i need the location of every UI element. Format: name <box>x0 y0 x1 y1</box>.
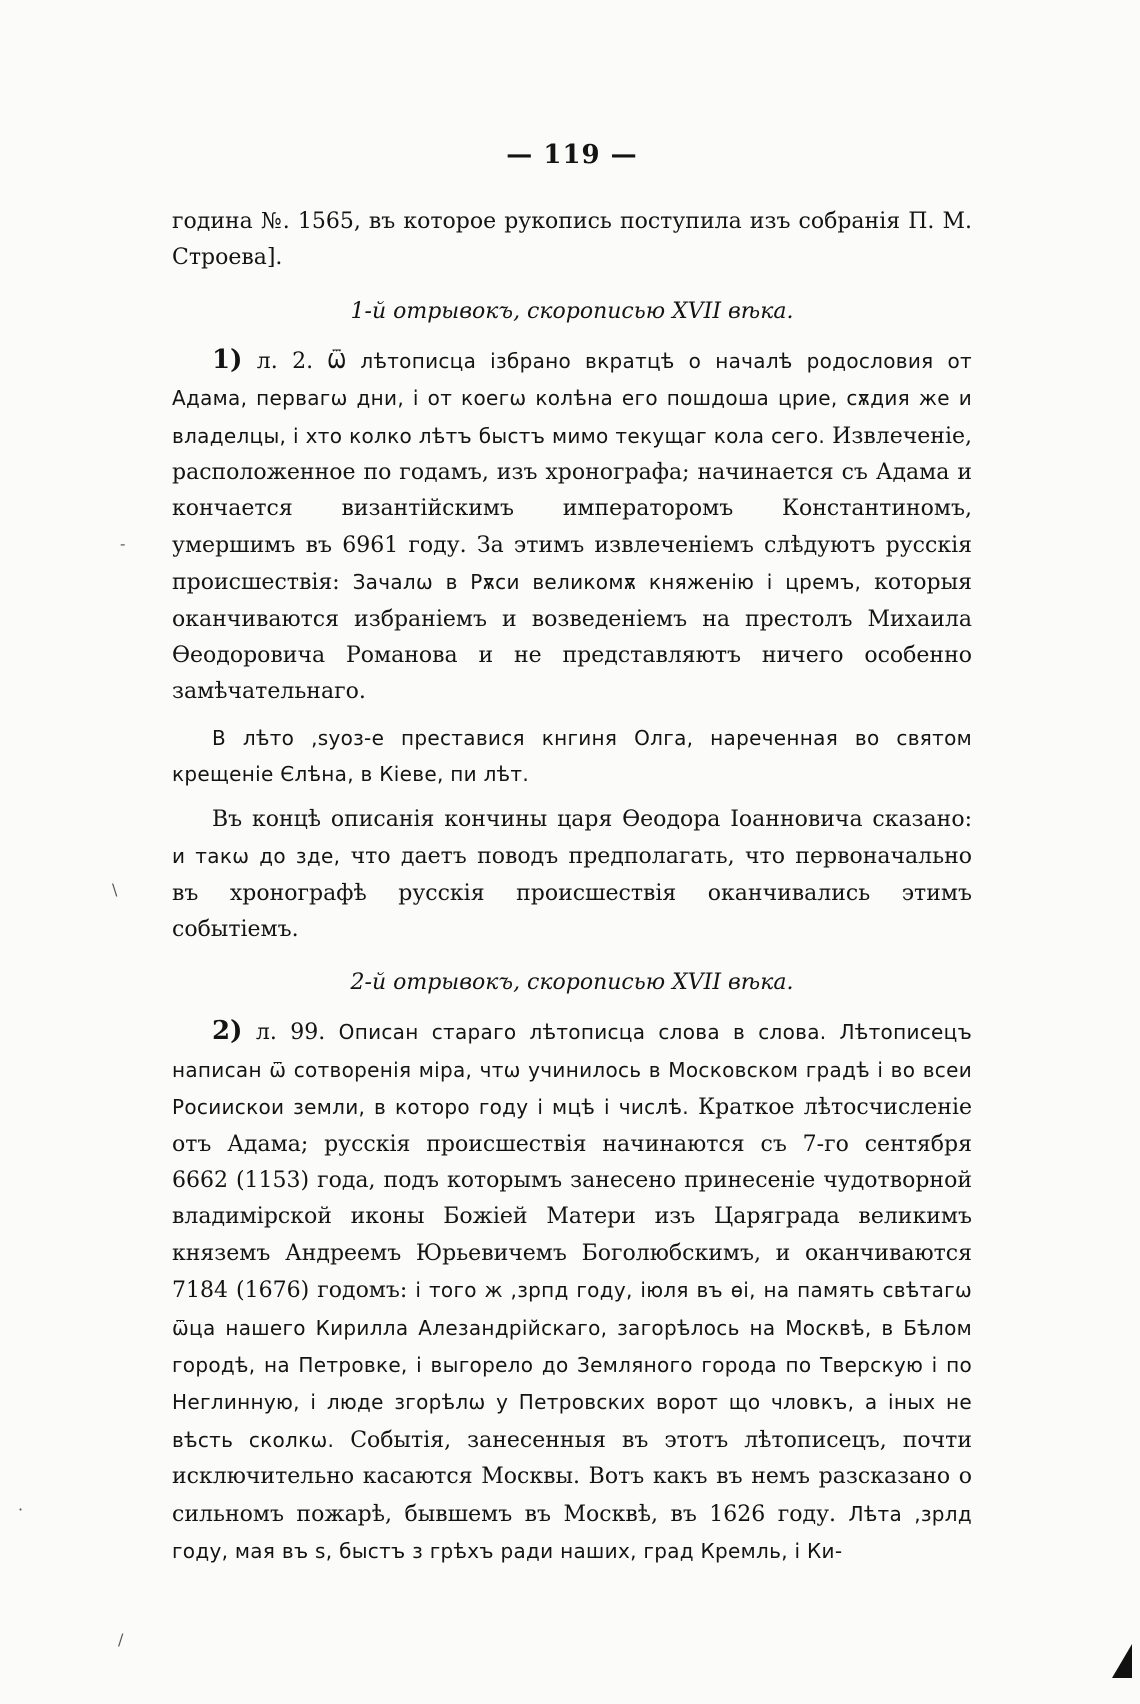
scan-speck: - <box>120 534 126 553</box>
section-2-folio-ref: л. 99. <box>242 1020 339 1046</box>
section-1-old-slavonic-quote: Зачалѡ в Рѫси великомѫ княженію і цремъ, <box>352 570 862 595</box>
section-1-paragraph-3 <box>172 802 972 949</box>
section-2-marker: 2) <box>212 1016 243 1047</box>
section-2-description: Краткое лѣтосчисленіе отъ Адама; русскія происшествія начинаются съ 7-го сентября 6662 (1153) года, подъ которымъ занесено принесеніе чудотворной владимірской иконы Божіей Матери изъ Царяграда великимъ княземъ Андреемъ Юрьевичемъ Боголюбскимъ, и оканчиваются 7184 (1676) годомъ: <box>172 1095 972 1304</box>
section-1-quote-olga: В лѣто ,ѕуоз-е преставися кнгиня Олга, нареченная во святом крещеніе Єлѣна, в Кіеве, пи лѣт. <box>172 725 972 787</box>
scan-speck: \ <box>112 880 118 899</box>
section-2-old-slavonic-quote: і того ж ,зрпд году, іюля въ ѳі, на память свѣтагѡ ѿца нашего Кирилла Алезандрійскаго, загорѣлось на Москвѣ, в Бѣлом городѣ, на Петровке, і выгорело до Земляного города по Тверскую і по Неглинную, і люде згорѣлѡ у Петровских ворот що чловкъ, а іных не вѣсть сколкѡ. <box>172 1278 972 1452</box>
section-2-heading: 2-й отрывокъ, скорописью XVII вѣка. <box>350 970 794 996</box>
scan-corner-mark <box>1112 1644 1132 1678</box>
section-1-description-end: которыя оканчиваются избраніемъ и возведеніемъ на престолъ Михаила Ѳеодоровича Романова и не представляютъ ничего особенно замѣчательнаго. <box>172 570 972 705</box>
document-page <box>172 140 972 1563</box>
section-2-old-slavonic-fire-quote: Лѣта ,зрлд году, мая въ ѕ, быстъ з грѣхъ ради наших, град Кремль, і Ки- <box>172 1501 972 1563</box>
section-2-description-end: Событія, занесенныя въ этотъ лѣтописецъ, почти исключительно касаются Москвы. Вотъ какъ въ немъ разсказано о сильномъ пожарѣ, бывшемъ въ Москвѣ, въ 1626 году. <box>172 1427 972 1527</box>
section-1-p3-text-end: что даетъ поводъ предполагать, что первоначально въ хронографѣ русскія происшествія оканчивались этимъ событіемъ. <box>172 844 972 942</box>
section-1-paragraph-1 <box>172 342 972 711</box>
page-number: — 119 — <box>506 140 638 170</box>
scan-speck: / <box>118 1630 124 1649</box>
section-1-marker: 1) <box>212 344 243 375</box>
section-2-paragraph-1 <box>172 1013 972 1570</box>
section-1-description: Извлеченіе, расположенное по годамъ, изъ хронографа; начинается съ Адама и кончается византійскимъ императоромъ Константиномъ, умершимъ въ 6961 году. За этимъ извлеченіемъ слѣдуютъ русскія происшествія: <box>172 423 972 596</box>
section-1-p3-text: Въ концѣ описанія кончины царя Ѳеодора Іоанновича сказано: <box>212 806 972 832</box>
section-1-p3-slavonic: и такѡ до зде, <box>172 844 341 869</box>
intro-paragraph: година №. 1565, въ которое рукопись поступила изъ собранія П. М. Строева]. <box>172 209 972 271</box>
section-1-old-slavonic-title: Ѿ лѣтописца ізбрано вкратцѣ о началѣ родословия от Адама, первагѡ дни, і от коегѡ колѣна его пошдоша црие, сѫдия же и владелцы, і хто колко лѣтъ быстъ мимо текущаг кола сего. <box>172 348 972 448</box>
section-1-heading: 1-й отрывокъ, скорописью XVII вѣка. <box>350 298 794 324</box>
scan-speck: · <box>18 1500 24 1519</box>
section-2-old-slavonic-title: Описан стараго лѣтописца слова в слова. Лѣтописецъ написан ѿ сотворенія міра, чтѡ учинилось в Московском градѣ і во всеи Росиискои земли, в которо году і мцѣ і числѣ. <box>172 1020 972 1120</box>
section-1-folio-ref: л. 2. <box>242 348 328 374</box>
